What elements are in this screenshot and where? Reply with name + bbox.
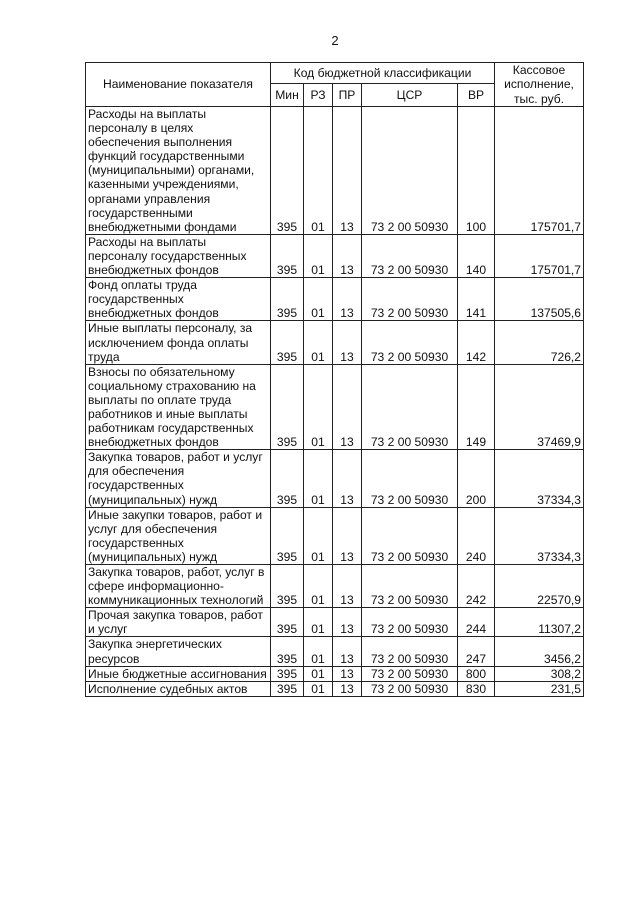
row-min: 395 [271, 321, 304, 364]
row-pr: 13 [333, 666, 362, 681]
row-name: Фонд оплаты труда государственных внебюджетных фондов [86, 278, 271, 321]
row-vr: 200 [458, 450, 495, 507]
row-pr: 13 [333, 565, 362, 608]
row-rz: 01 [304, 107, 333, 235]
row-name: Закупка энергетических ресурсов [86, 637, 271, 666]
header-name: Наименование показателя [86, 63, 271, 107]
row-rz: 01 [304, 364, 333, 450]
row-min: 395 [271, 507, 304, 564]
row-vr: 242 [458, 565, 495, 608]
row-min: 395 [271, 450, 304, 507]
table-row [86, 507, 584, 564]
row-vr: 800 [458, 666, 495, 681]
row-name: Исполнение судебных актов [86, 681, 271, 696]
row-rz: 01 [304, 637, 333, 666]
row-min: 395 [271, 608, 304, 637]
row-min: 395 [271, 278, 304, 321]
header-row-1 [86, 63, 584, 84]
row-pr: 13 [333, 507, 362, 564]
row-vr: 142 [458, 321, 495, 364]
table-row [86, 278, 584, 321]
row-amount: 308,2 [495, 666, 584, 681]
row-csr: 73 2 00 50930 [362, 681, 458, 696]
row-pr: 13 [333, 450, 362, 507]
row-vr: 149 [458, 364, 495, 450]
row-csr: 73 2 00 50930 [362, 565, 458, 608]
table-body [86, 107, 584, 697]
row-csr: 73 2 00 50930 [362, 608, 458, 637]
header-code-group: Код бюджетной классификации [271, 63, 495, 84]
row-pr: 13 [333, 608, 362, 637]
row-amount: 726,2 [495, 321, 584, 364]
header-cash-execution: Кассовое исполнение, тыс. руб. [495, 63, 584, 107]
table-row [86, 234, 584, 277]
row-pr: 13 [333, 234, 362, 277]
header-min: Мин [271, 84, 304, 107]
row-amount: 37334,3 [495, 450, 584, 507]
row-amount: 175701,7 [495, 107, 584, 235]
row-min: 395 [271, 364, 304, 450]
row-pr: 13 [333, 107, 362, 235]
row-amount: 231,5 [495, 681, 584, 696]
row-csr: 73 2 00 50930 [362, 107, 458, 235]
row-pr: 13 [333, 364, 362, 450]
row-pr: 13 [333, 637, 362, 666]
row-rz: 01 [304, 234, 333, 277]
table-row [86, 565, 584, 608]
table-row [86, 107, 584, 235]
row-csr: 73 2 00 50930 [362, 234, 458, 277]
row-min: 395 [271, 234, 304, 277]
row-amount: 22570,9 [495, 565, 584, 608]
row-min: 395 [271, 637, 304, 666]
row-rz: 01 [304, 666, 333, 681]
budget-execution-table [85, 62, 584, 697]
row-amount: 175701,7 [495, 234, 584, 277]
row-csr: 73 2 00 50930 [362, 321, 458, 364]
table-row [86, 364, 584, 450]
header-vr: ВР [458, 84, 495, 107]
row-vr: 240 [458, 507, 495, 564]
row-rz: 01 [304, 565, 333, 608]
row-pr: 13 [333, 681, 362, 696]
table-row [86, 637, 584, 666]
row-min: 395 [271, 666, 304, 681]
header-rz: РЗ [304, 84, 333, 107]
table-row [86, 608, 584, 637]
row-rz: 01 [304, 608, 333, 637]
row-min: 395 [271, 565, 304, 608]
row-vr: 247 [458, 637, 495, 666]
row-csr: 73 2 00 50930 [362, 666, 458, 681]
row-name: Иные закупки товаров, работ и услуг для обеспечения государственных (муниципальных) нужд [86, 507, 271, 564]
row-vr: 830 [458, 681, 495, 696]
row-amount: 37469,9 [495, 364, 584, 450]
row-rz: 01 [304, 278, 333, 321]
row-rz: 01 [304, 681, 333, 696]
row-rz: 01 [304, 507, 333, 564]
row-rz: 01 [304, 321, 333, 364]
table-row [86, 666, 584, 681]
row-vr: 140 [458, 234, 495, 277]
row-vr: 100 [458, 107, 495, 235]
row-csr: 73 2 00 50930 [362, 364, 458, 450]
row-name: Закупка товаров, работ, услуг в сфере информационно-коммуникационных технологий [86, 565, 271, 608]
row-amount: 37334,3 [495, 507, 584, 564]
row-amount: 11307,2 [495, 608, 584, 637]
row-pr: 13 [333, 321, 362, 364]
row-name: Взносы по обязательному социальному страхованию на выплаты по оплате труда работников и иные выплаты работникам государственных внебюджетных фондов [86, 364, 271, 450]
row-name: Прочая закупка товаров, работ и услуг [86, 608, 271, 637]
row-vr: 244 [458, 608, 495, 637]
table-header [86, 63, 584, 107]
row-csr: 73 2 00 50930 [362, 507, 458, 564]
row-min: 395 [271, 681, 304, 696]
row-csr: 73 2 00 50930 [362, 637, 458, 666]
row-name: Закупка товаров, работ и услуг для обеспечения государственных (муниципальных) нужд [86, 450, 271, 507]
table-row [86, 681, 584, 696]
row-vr: 141 [458, 278, 495, 321]
table-row [86, 450, 584, 507]
table-row [86, 321, 584, 364]
row-min: 395 [271, 107, 304, 235]
row-amount: 137505,6 [495, 278, 584, 321]
row-rz: 01 [304, 450, 333, 507]
row-pr: 13 [333, 278, 362, 321]
row-name: Иные выплаты персоналу, за исключением фонда оплаты труда [86, 321, 271, 364]
row-name: Расходы на выплаты персоналу государственных внебюджетных фондов [86, 234, 271, 277]
header-pr: ПР [333, 84, 362, 107]
page-number: 2 [331, 33, 339, 48]
row-name: Расходы на выплаты персоналу в целях обеспечения выполнения функций государственными (муниципальными) органами, казенными учреждениями, органами управления государственными внебюджетными фондами [86, 107, 271, 235]
header-csr: ЦСР [362, 84, 458, 107]
row-csr: 73 2 00 50930 [362, 278, 458, 321]
row-csr: 73 2 00 50930 [362, 450, 458, 507]
row-name: Иные бюджетные ассигнования [86, 666, 271, 681]
row-amount: 3456,2 [495, 637, 584, 666]
